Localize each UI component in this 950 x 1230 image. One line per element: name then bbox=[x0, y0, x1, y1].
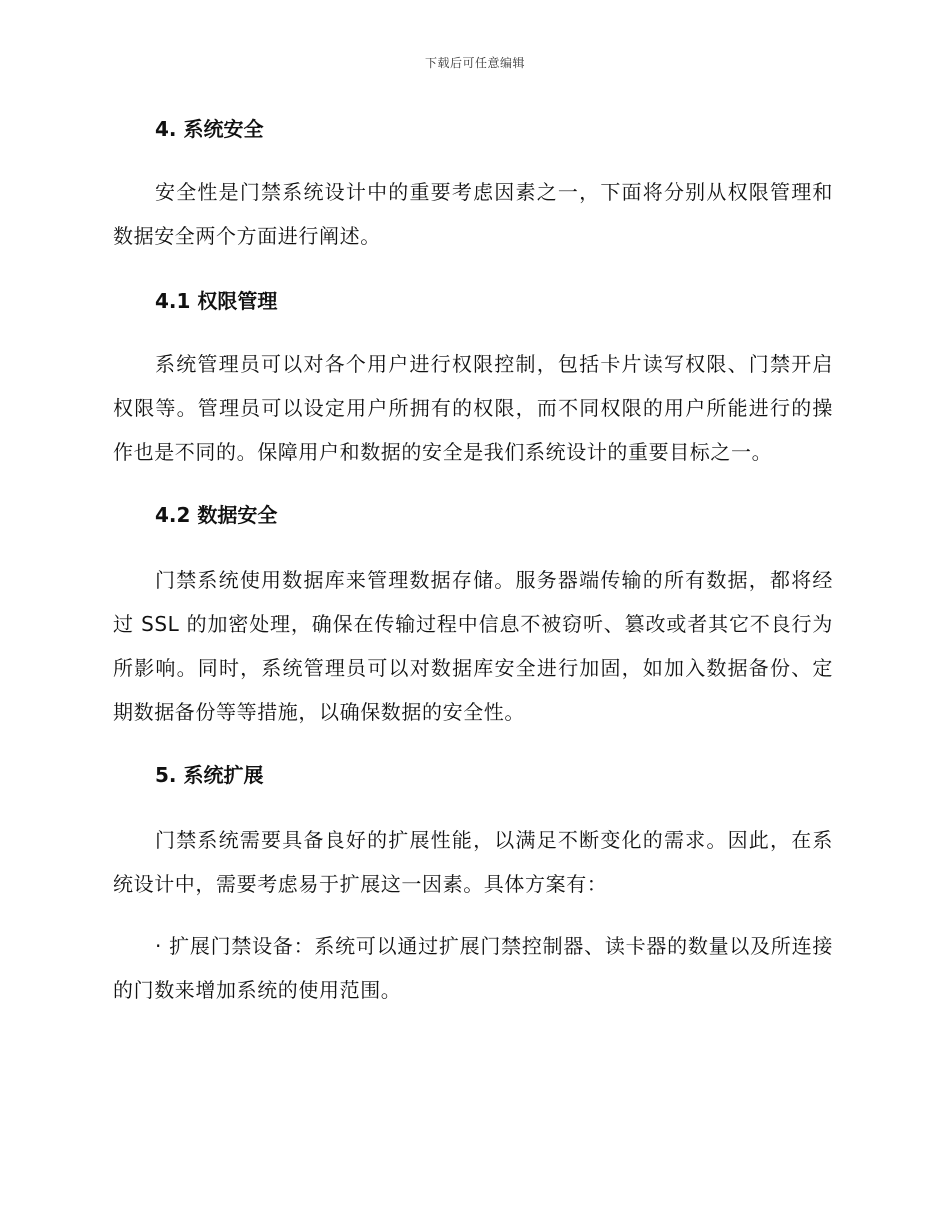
section-heading-permission-management: 4.1 权限管理 bbox=[155, 289, 278, 313]
bullet-paragraph-expand-devices: · 扩展门禁设备：系统可以通过扩展门禁控制器、读卡器的数量以及所连接的门数来增加系统的使用范围。 bbox=[113, 934, 833, 1002]
section-paragraph-system-security: 安全性是门禁系统设计中的重要考虑因素之一，下面将分别从权限管理和数据安全两个方面进行阐述。 bbox=[113, 180, 833, 248]
document-content bbox=[113, 112, 833, 1012]
section-paragraph-system-expansion: 门禁系统需要具备良好的扩展性能，以满足不断变化的需求。因此，在系统设计中，需要考虑易于扩展这一因素。具体方案有： bbox=[113, 828, 833, 896]
section-heading-data-security: 4.2 数据安全 bbox=[155, 503, 278, 527]
section-heading-system-security: 4. 系统安全 bbox=[155, 117, 264, 141]
section-paragraph-data-security: 门禁系统使用数据库来管理数据存储。服务器端传输的所有数据，都将经过 SSL 的加密处理，确保在传输过程中信息不被窃听、篡改或者其它不良行为所影响。同时，系统管理员可以对数据库安全进行加固，如加入数据备份、定期数据备份等等措施，以确保数据的安全性。 bbox=[113, 568, 833, 724]
section-heading-system-expansion: 5. 系统扩展 bbox=[155, 763, 264, 787]
section-paragraph-permission-management: 系统管理员可以对各个用户进行权限控制，包括卡片读写权限、门禁开启权限等。管理员可以设定用户所拥有的权限，而不同权限的用户所能进行的操作也是不同的。保障用户和数据的安全是我们系统设计的重要目标之一。 bbox=[113, 352, 833, 464]
header-note: 下载后可任意编辑 bbox=[424, 56, 525, 70]
